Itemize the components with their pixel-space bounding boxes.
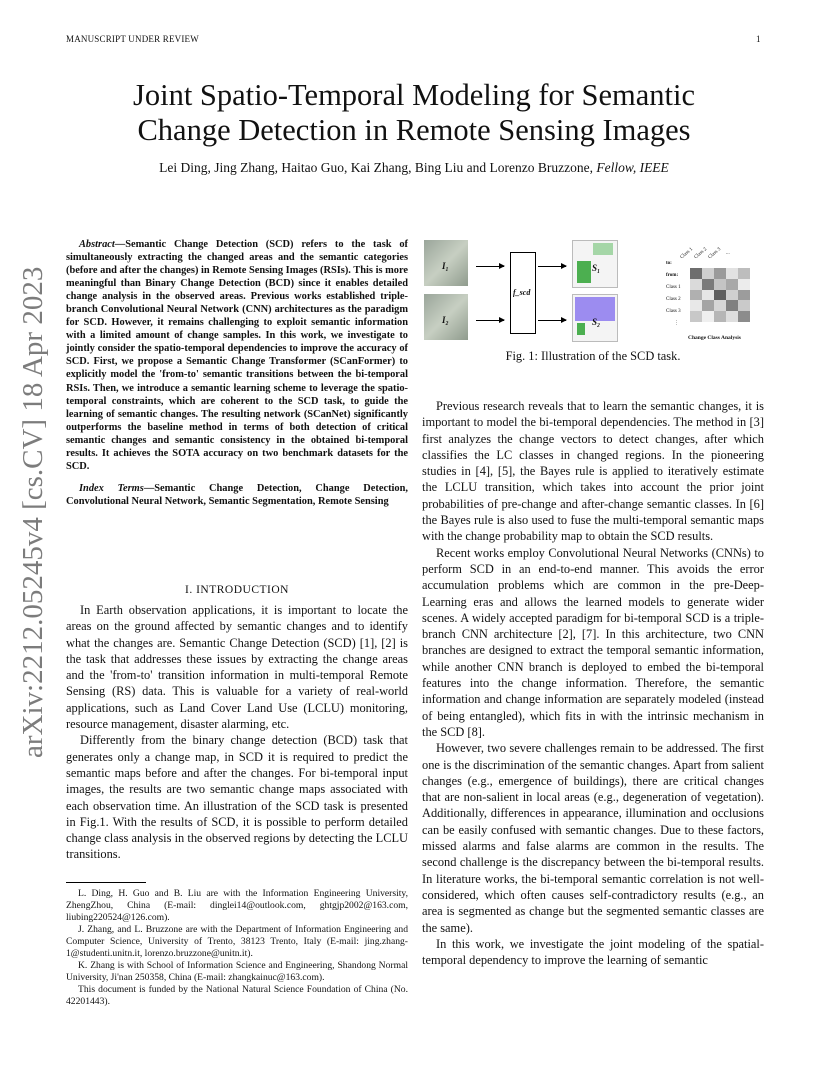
matrix-cell (726, 268, 738, 279)
label-s2: S₂ (592, 317, 601, 327)
matrix-caption: Change Class Analysis (688, 335, 741, 341)
matrix-row-label: Class 3 (666, 309, 681, 314)
matrix-row-label: Class 1 (666, 285, 681, 290)
matrix-cell (714, 268, 726, 279)
matrix-cell (726, 300, 738, 311)
abstract-text: —Semantic Change Detection (SCD) refers to the task of simultaneously extracting the changed areas and the semantic categories (before and after the changes) in Remote Sensing Images (RSIs). This is more meaningful than Binary Change Detection (BCD) since it enables detailed change analysis in the observed areas. Previous works established triple-branch Convolutional Neural Network (CNN) architectures as the paradigm for SCD. However, it remains challenging to exploit semantic information with a limited amount of change samples. In this work, we investigate to jointly consider the spatio-temporal dependencies to improve the accuracy of SCD. First, we propose a Semantic Change Transformer (SCanFormer) to explicitly model the 'from-to' semantic transitions between the bi-temporal RSIs. Then, we introduce a semantic learning scheme to leverage the spatio-temporal constraints, which are coherent to the SCD task, to guide the learning of semantic changes. The resulting network (SCanNet) significantly outperforms the baseline method in terms of both detection of critical semantic changes and semantic consistency in the obtained bi-temporal results. It achieves the SOTA accuracy on two benchmark datasets for the SCD. (66, 239, 408, 472)
matrix-cell (702, 311, 714, 322)
footnote: J. Zhang, and L. Bruzzone are with the Department of Information Engineering and Computer Science, University of Trento, 38123 Trento, Italy (E-mail: jing.zhang-1@studenti.unitn.it, lorenzo.bruzzone@unitn.it). (66, 924, 408, 959)
vegetation-region (593, 243, 613, 255)
intro-paragraph-1: In Earth observation applications, it is important to locate the areas on the ground affected by semantic changes and to identify what the changes are. Semantic Change Detection (SCD) [1], [2] is the task that addresses these issues by extracting the change areas and the 'from-to' transition information in multi-temporal Remote Sensing (RS) data. This is valuable for a variety of real-world applications, such as Land Cover Land Use (LCLU) monitoring, resource management, disaster alarming, etc. (66, 603, 408, 732)
matrix-cell (690, 268, 702, 279)
footnote: This document is funded by the National Natural Science Foundation of China (No. 42201443). (66, 984, 408, 1007)
footnote: L. Ding, H. Guo and B. Liu are with the Information Engineering University, ZhengZhou, China (E-mail: dinglei14@outlook.com, ghtgjp2002@163.com, liubing220524@126.com). (66, 888, 408, 923)
label-fscd: f_scd (513, 288, 531, 297)
arrow-icon (476, 320, 504, 321)
authors-suffix: Fellow, IEEE (596, 160, 669, 175)
running-header: MANUSCRIPT UNDER REVIEW (66, 34, 199, 44)
matrix-cell (714, 300, 726, 311)
matrix-cell (714, 311, 726, 322)
fscd-box (510, 252, 536, 334)
arrow-icon (538, 266, 566, 267)
matrix-cell (702, 290, 714, 301)
abstract-label: Abstract (79, 239, 115, 250)
body-paragraph: In this work, we investigate the joint modeling of the spatial-temporal dependency to improve the learning of semantic (422, 936, 764, 968)
footnote-rule (66, 882, 146, 883)
matrix-row-label: ⋮ (674, 321, 679, 326)
footnote: K. Zhang is with School of Information Science and Engineering, Shandong Normal University, Ji'nan 250358, China (E-mail: zhangkainuc@163.com). (66, 960, 408, 983)
matrix-cell (714, 290, 726, 301)
matrix-cell (690, 311, 702, 322)
label-i1: I₁ (442, 261, 449, 271)
arxiv-watermark: arXiv:2212.05245v4 [cs.CV] 18 Apr 2023 (17, 266, 49, 758)
matrix-cell (702, 268, 714, 279)
matrix-row-label: Class 2 (666, 297, 681, 302)
matrix-cell (726, 279, 738, 290)
right-body (422, 398, 764, 968)
matrix-cell (738, 279, 750, 290)
matrix-cell (738, 268, 750, 279)
matrix-cell (738, 290, 750, 301)
vegetation-region (577, 323, 585, 335)
matrix-cell (690, 300, 702, 311)
figure-1-caption: Fig. 1: Illustration of the SCD task. (505, 349, 681, 363)
arrow-icon (476, 266, 504, 267)
matrix-cell (738, 311, 750, 322)
vegetation-region (577, 261, 591, 283)
author-list (40, 160, 788, 176)
matrix-cell (726, 290, 738, 301)
matrix-cell (738, 300, 750, 311)
matrix-cell (690, 279, 702, 290)
index-terms-text: —Semantic Change Detection, Change Detection, Convolutional Neural Network, Semantic Segmentation, Remote Sensing (66, 482, 408, 507)
label-i2: I₂ (442, 315, 449, 325)
body-paragraph: Previous research reveals that to learn the semantic changes, it is important to model the bi-temporal dependencies. The method in [3] first analyzes the change vectors to detect changes, after which classifies the LC classes in changed regions. In the pioneering studies in [4], [5], the Bayes rule is applied to iteratively estimate the LCLU transition, which takes into account the prior joint probabilities of pre-change and after-change semantic classes. In [6] the Bayes rule is also used to fuse the multi-temporal semantic maps with the change probability map to obtain the SCD results. (422, 399, 764, 544)
intro-paragraph-2: Differently from the binary change detection (BCD) task that generates only a change map, in SCD it is required to predict the semantic maps before and after the changes. For bi-temporal input images, the results are two semantic change maps associated with each observation time. An illustration of the SCD task is presented in Fig.1. With the results of SCD, it is possible to perform detailed change class analysis in the observed regions by detecting the LCLU transitions. (66, 733, 408, 862)
change-matrix (690, 268, 750, 322)
title-line-2: Change Detection in Remote Sensing Images (137, 113, 691, 147)
matrix-col-label: Class 2 (693, 247, 709, 261)
authors-names: Lei Ding, Jing Zhang, Haitao Guo, Kai Zhang, Bing Liu and Lorenzo Bruzzone, (159, 160, 593, 175)
index-terms-label: Index Terms (79, 482, 144, 494)
matrix-col-label: ... (726, 251, 730, 256)
body-paragraph: Recent works employ Convolutional Neural Networks (CNNs) to perform SCD in an end-to-end manner. This avoids the error accumulation problems which are common in the pre-Deep-Learning eras and allows the learned models to generate wider scenes. A widely accepted paradigm for bi-temporal SCD is a triple-branch CNN architecture [2], [7]. In this architecture, two CNN branches are designed to extract the temporal semantic information, while another CNN branch is deployed to embed the bi-temporal features into the change information. Therefore, the semantic information and change information are separately modeled (instead of being entangled), which fits in with the intrinsic mechanism in the SCD [8]. (422, 545, 764, 739)
matrix-cell (726, 311, 738, 322)
matrix-cell (702, 279, 714, 290)
label-from: from: (666, 273, 679, 278)
abstract (66, 238, 408, 508)
page-number: 1 (756, 34, 761, 44)
matrix-cell (714, 279, 726, 290)
introduction-body (66, 602, 408, 863)
body-paragraph: However, two severe challenges remain to be addressed. The first one is the discrimination of the semantic changes. Apart from salient changes (e.g., emergence of buildings), there are critical changes that are non-salient in local areas (e.g., degeneration of vegetation). Additionally, differences in appearance, illumination and occlusions can be easily confused with semantic changes. Due to these factors, missed alarms and false alarms are common in the results. The second challenge is the discrepancy between the bi-temporal results. In literature works, the bi-temporal semantic correlation is not well-considered, which often causes self-contradictory results (e.g., an area is segmented as change but the segmented semantic classes are the same). (422, 741, 764, 935)
label-to: to: (666, 261, 672, 266)
matrix-col-label: Class 3 (707, 247, 723, 261)
title-line-1: Joint Spatio-Temporal Modeling for Semantic (132, 78, 696, 112)
section-heading-introduction: I. INTRODUCTION (185, 584, 289, 596)
footnotes (66, 888, 408, 1008)
matrix-cell (690, 290, 702, 301)
matrix-col-label: Class 1 (679, 247, 695, 261)
figure-1 (422, 236, 764, 346)
label-s1: S₁ (592, 263, 601, 273)
arrow-icon (538, 320, 566, 321)
paper-title (40, 78, 788, 148)
matrix-cell (702, 300, 714, 311)
